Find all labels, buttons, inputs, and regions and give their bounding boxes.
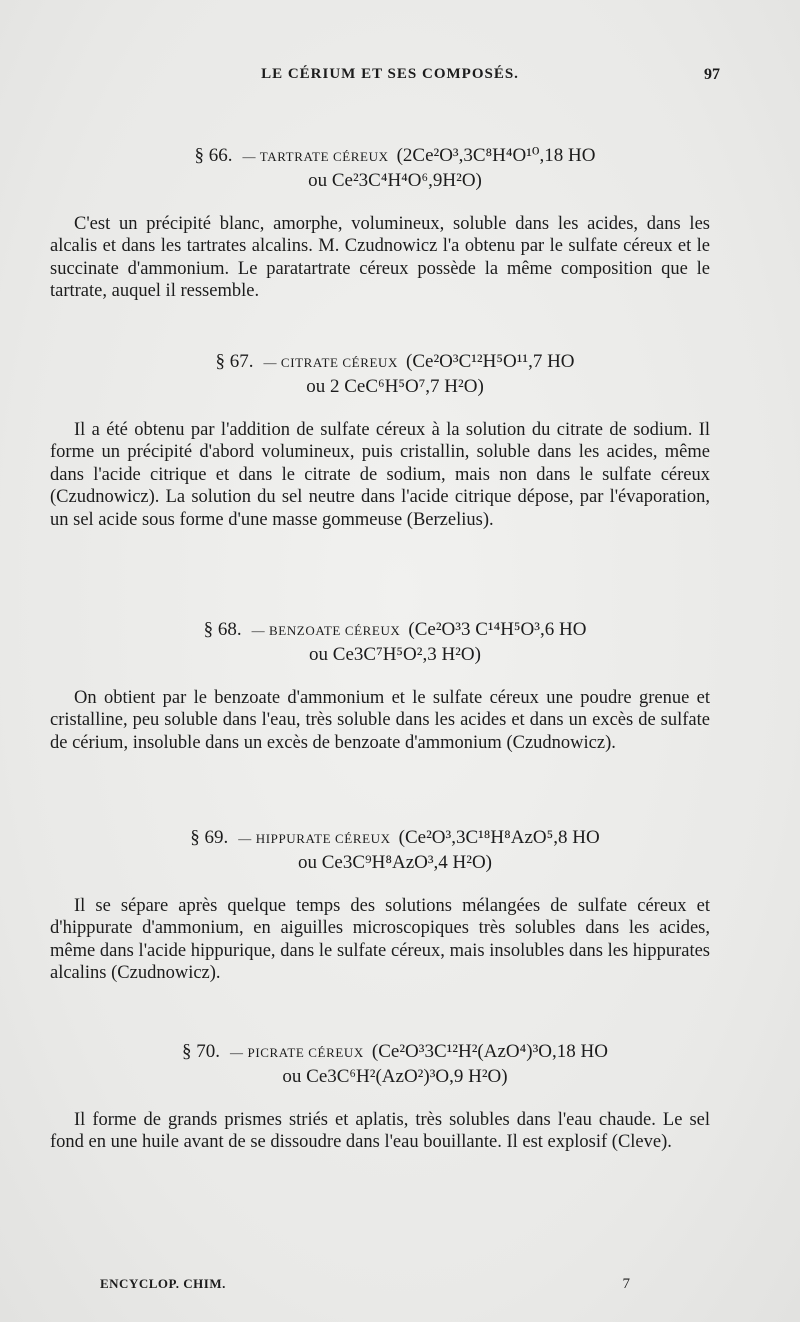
paragraph-text: Il forme de grands prismes striés et aplatis, très solubles dans l'eau chaude. Le sel fond en une huile avant de se dissoudre dans l'eau bouillante. Il est explosif (Cleve). bbox=[50, 1110, 710, 1153]
section-number: § 66. bbox=[194, 145, 233, 166]
section-heading bbox=[80, 618, 710, 643]
section-paragraph bbox=[50, 687, 710, 754]
section-number: § 70. bbox=[182, 1041, 221, 1062]
section-66 bbox=[50, 144, 710, 303]
formula-new: ou Ce3C⁷H⁵O²,3 H²O) bbox=[309, 644, 481, 665]
formula-old: (Ce²O³C¹²H⁵O¹¹,7 HO bbox=[406, 351, 575, 372]
formula-new: ou 2 CeC⁶H⁵O⁷,7 H²O) bbox=[306, 376, 484, 397]
section-number: § 69. bbox=[190, 827, 229, 848]
paragraph-text: Il se sépare après quelque temps des solutions mélangées de sulfate céreux et d'hippurate d'ammonium, en aiguilles microscopiques très solubles dans les acides, même dans l'acide hippurique, dans le sulfate céreux, mais insolubles dans les hippurates alcalins (Czudnowicz). bbox=[50, 896, 710, 984]
section-paragraph bbox=[50, 895, 710, 985]
formula-new: ou Ce3C⁹H⁸AzO³,4 H²O) bbox=[297, 852, 493, 873]
running-title: LE CÉRIUM ET SES COMPOSÉS. bbox=[261, 66, 519, 82]
section-paragraph bbox=[50, 213, 710, 303]
compound-name: — PICRATE CÉREUX bbox=[230, 1045, 364, 1060]
formula-old: (Ce²O³3 C¹⁴H⁵O³,6 HO bbox=[408, 619, 587, 640]
compound-name: — TARTRATE CÉREUX bbox=[242, 149, 389, 164]
signature-number: 7 bbox=[622, 1276, 630, 1292]
page-number: 97 bbox=[704, 66, 720, 83]
section-paragraph bbox=[50, 1109, 710, 1154]
formula-old: (Ce²O³3C¹²H²(AzO⁴)³O,18 HO bbox=[371, 1041, 608, 1062]
page-header bbox=[60, 66, 720, 90]
section-heading bbox=[80, 826, 710, 851]
section-heading bbox=[80, 1040, 710, 1065]
formula-old: (Ce²O³,3C¹⁸H⁸AzO⁵,8 HO bbox=[398, 827, 600, 848]
section-paragraph bbox=[50, 419, 710, 531]
section-70 bbox=[50, 1040, 710, 1154]
section-69 bbox=[50, 826, 710, 985]
formula-old: (2Ce²O³,3C⁸H⁴O¹⁰,18 HO bbox=[396, 145, 596, 166]
paragraph-text: C'est un précipité blanc, amorphe, volumineux, soluble dans les acides, dans les alcalis et dans les tartrates alcalins. M. Czudnowicz l'a obtenu par le sulfate céreux et le succinate d'ammonium. Le paratartrate céreux possède la même composition que le tartrate, auquel il ressemble. bbox=[50, 214, 710, 302]
section-67 bbox=[50, 350, 710, 531]
signature-mark: ENCYCLOP. CHIM. bbox=[100, 1276, 226, 1291]
compound-name: — CITRATE CÉREUX bbox=[263, 355, 399, 370]
paragraph-text: Il a été obtenu par l'addition de sulfate céreux à la solution du citrate de sodium. Il forme un précipité d'abord volumineux, puis cristallin, soluble dans les acides, même dans l'acide citrique et dans le citrate de sodium, mais non dans le sulfate céreux (Czudnowicz). La solution du sel neutre dans l'acide citrique dépose, par l'évaporation, un sel acide sous forme d'une masse gommeuse (Berzelius). bbox=[50, 420, 710, 530]
formula-new: ou Ce3C⁶H²(AzO²)³O,9 H²O) bbox=[282, 1066, 508, 1087]
section-heading bbox=[80, 350, 710, 375]
page-footer bbox=[100, 1276, 630, 1300]
paragraph-text: On obtient par le benzoate d'ammonium et le sulfate céreux une poudre grenue et cristalline, peu soluble dans l'eau, très soluble dans les acides et dans un excès de sulfate de cérium, insoluble dans un excès de benzoate d'ammonium (Czudnowicz). bbox=[50, 688, 710, 753]
section-68 bbox=[50, 618, 710, 754]
section-number: § 67. bbox=[215, 351, 254, 372]
section-heading bbox=[80, 144, 710, 169]
formula-new: ou Ce²3C⁴H⁴O⁶,9H²O) bbox=[308, 170, 482, 191]
compound-name: — BENZOATE CÉREUX bbox=[251, 623, 401, 638]
compound-name: — HIPPURATE CÉREUX bbox=[238, 831, 391, 846]
section-number: § 68. bbox=[203, 619, 242, 640]
